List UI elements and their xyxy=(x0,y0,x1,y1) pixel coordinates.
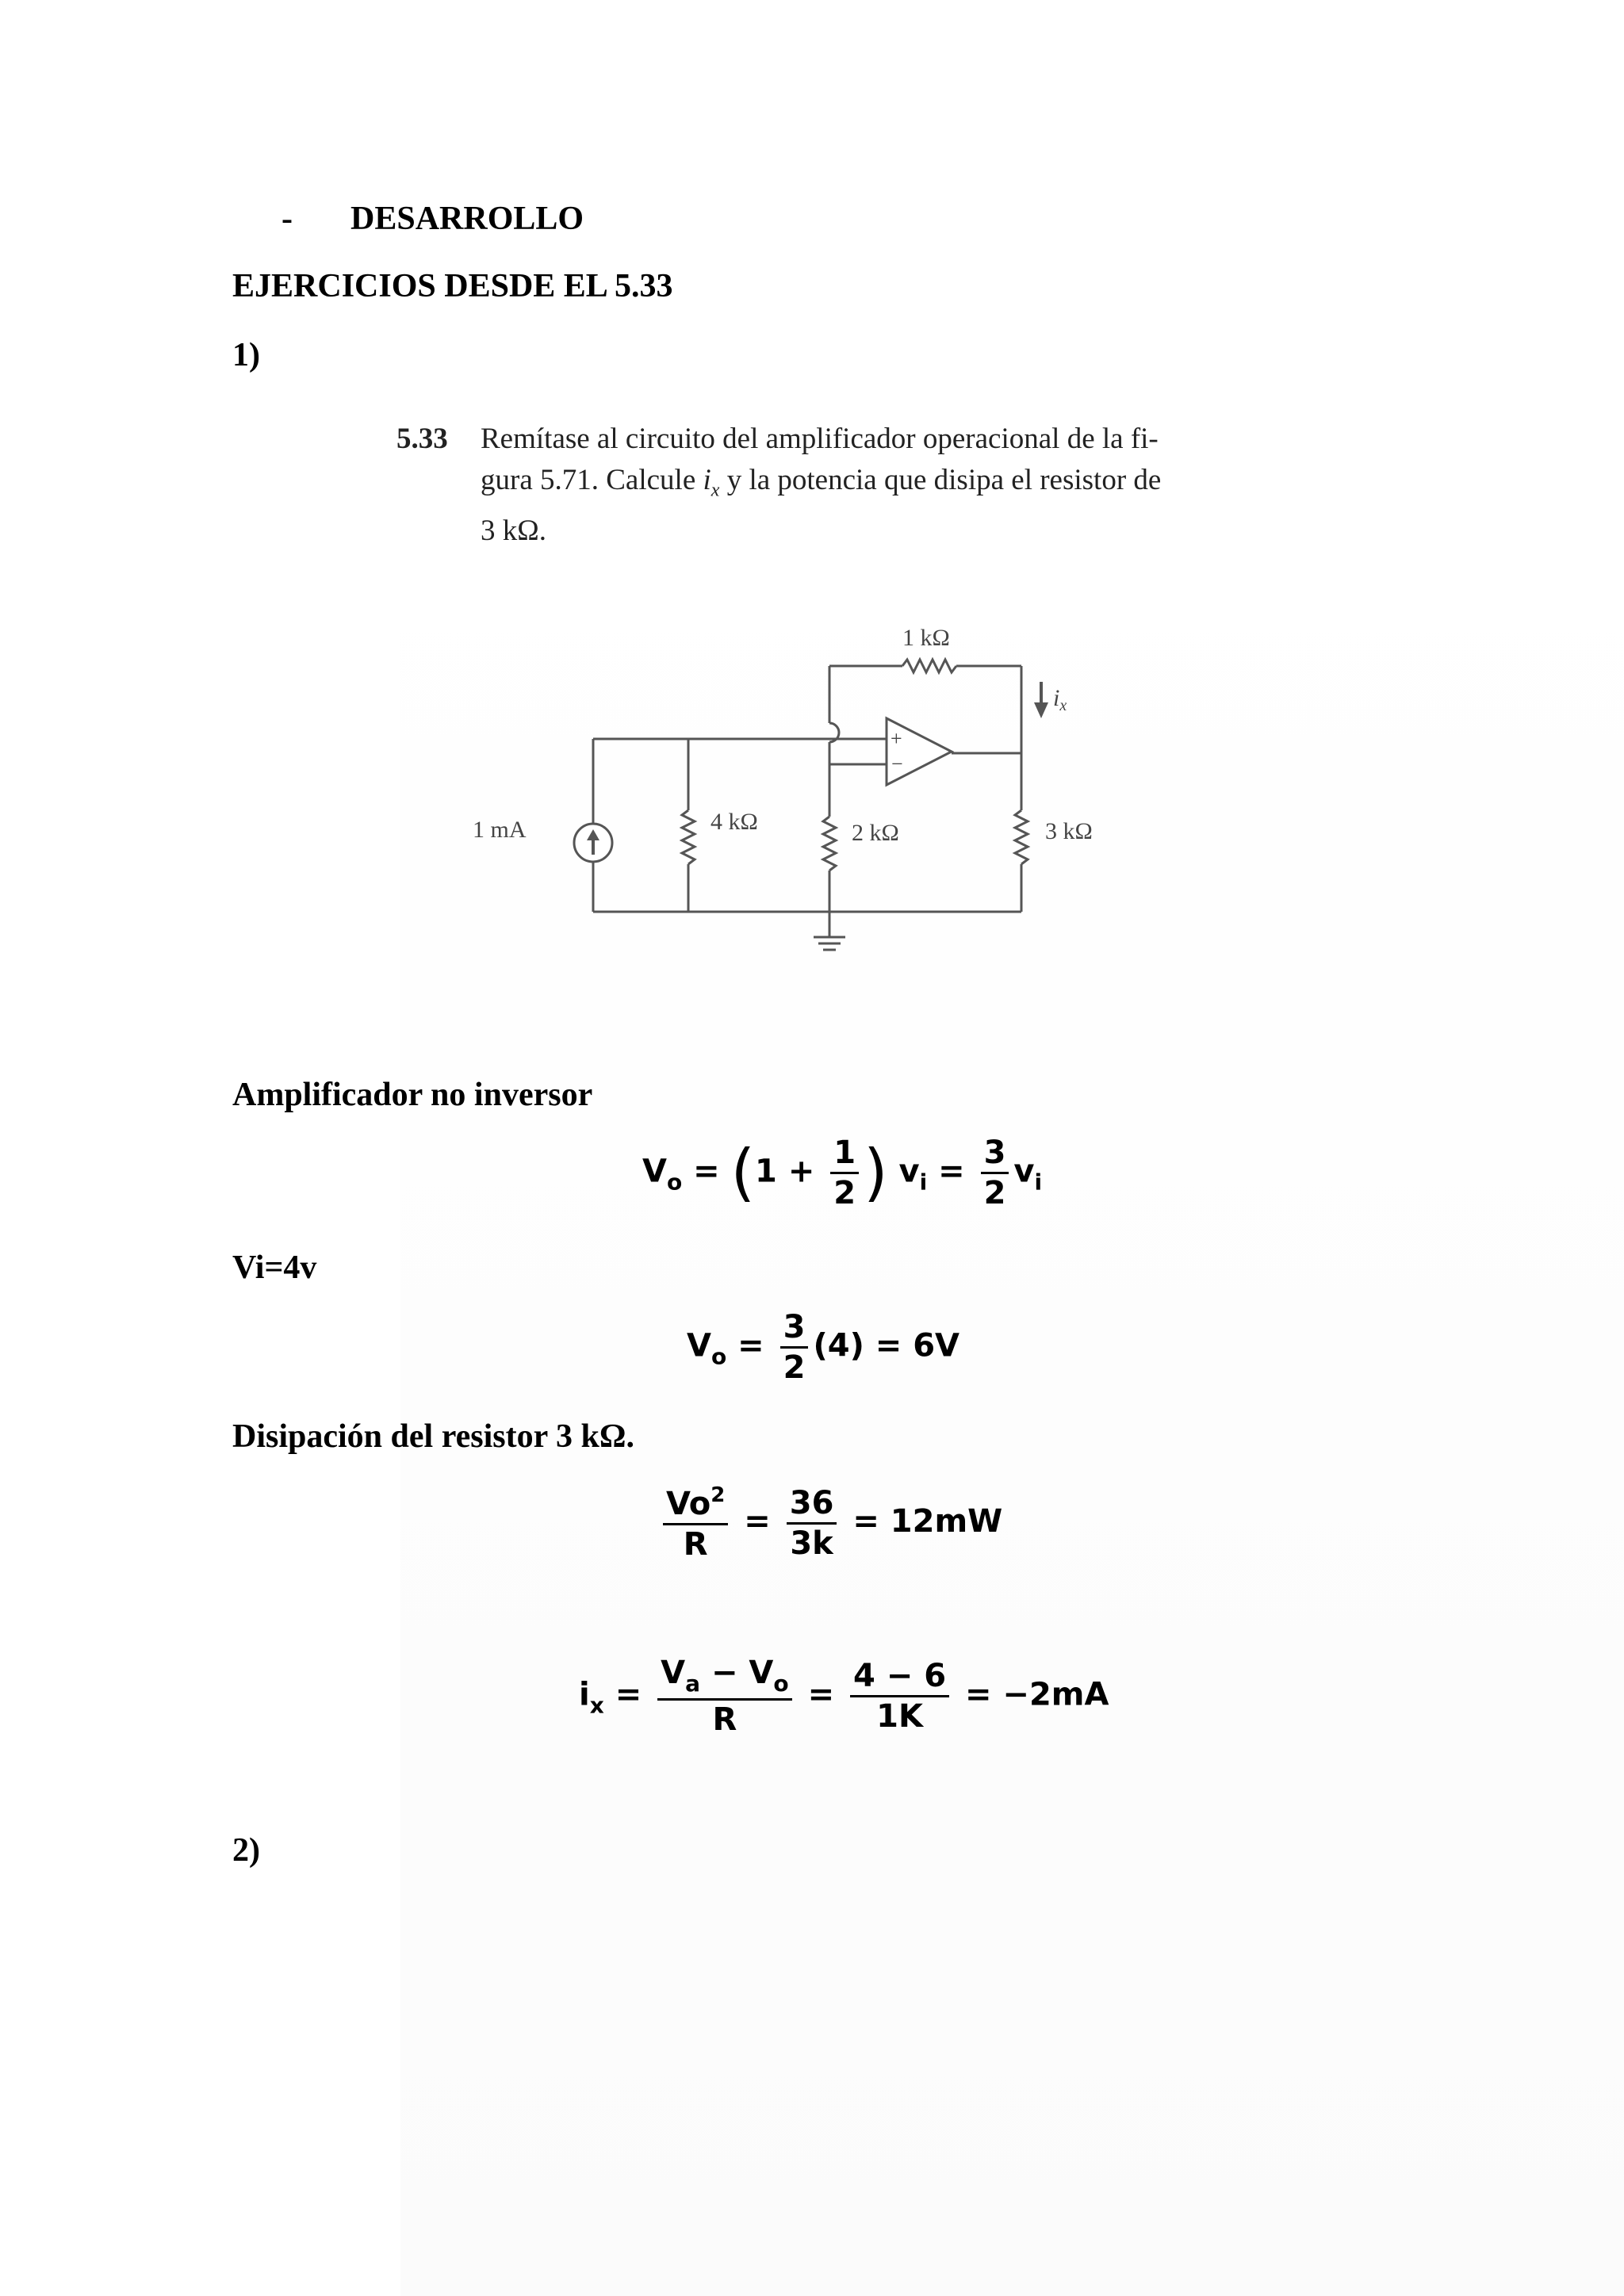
r3k-zigzag xyxy=(1015,810,1028,864)
problem-number: 5.33 xyxy=(396,423,448,455)
eq4-Vo-sub: o xyxy=(773,1670,789,1697)
label-ix xyxy=(1053,685,1067,714)
problem-var-i: i xyxy=(703,464,711,496)
problem-line-1: Remítase al circuito del amplificador operacional de la fi- xyxy=(481,423,1159,455)
eq1-v2sub: i xyxy=(1034,1169,1043,1196)
label-r4k: 4 kΩ xyxy=(710,809,758,835)
eq4-minus-Vo: − V xyxy=(700,1655,774,1691)
eq2-rest: (4) = 6V xyxy=(813,1327,960,1364)
equation-gain xyxy=(642,1135,1042,1211)
eq3-den: R xyxy=(683,1526,708,1563)
equation-ix xyxy=(579,1655,1109,1737)
opamp-minus: − xyxy=(891,752,903,775)
eq4-i: i xyxy=(579,1676,590,1713)
eq3-sup: 2 xyxy=(710,1483,726,1507)
eq4-rest: = −2mA xyxy=(964,1676,1109,1713)
r4k-zigzag xyxy=(682,810,695,864)
eq3-num: Vo xyxy=(666,1486,711,1522)
section-title: DESARROLLO xyxy=(350,201,584,237)
eq2-V: V xyxy=(687,1327,711,1364)
problem-line-2-a: gura 5.71. Calcule xyxy=(481,464,703,496)
eq4-isub: x xyxy=(589,1692,604,1719)
eq1-lparen: ( xyxy=(730,1137,756,1209)
eq1-frac xyxy=(830,1135,859,1211)
eq1-v2: v xyxy=(1013,1153,1035,1190)
eq1-equals-2: = xyxy=(938,1153,965,1190)
circuit-diagram xyxy=(444,603,1158,983)
exercises-subtitle: EJERCICIOS DESDE EL 5.33 xyxy=(232,268,673,304)
eq1-frac-num: 1 xyxy=(830,1135,859,1174)
problem-text xyxy=(481,419,1242,552)
current-source-arrow-shaft xyxy=(592,839,595,855)
r1k-zigzag xyxy=(902,660,956,672)
ix-arrow-shaft xyxy=(1040,682,1043,706)
vi-value: Vi=4v xyxy=(232,1249,317,1286)
label-ix-sub: x xyxy=(1059,697,1067,714)
eq4-equals-2: = xyxy=(807,1676,835,1713)
label-source: 1 mA xyxy=(473,817,527,843)
eq3-rest: = 12mW xyxy=(852,1503,1003,1540)
eq1-frac-den: 2 xyxy=(833,1175,856,1211)
eq1-one: 1 xyxy=(755,1153,777,1190)
eq4-Va-sub: a xyxy=(685,1670,701,1697)
eq4-equals: = xyxy=(615,1676,642,1713)
eq1-Vsub: o xyxy=(666,1169,683,1196)
label-r1k: 1 kΩ xyxy=(902,625,950,651)
eq1-equals: = xyxy=(693,1153,720,1190)
eq3-frac-num xyxy=(663,1484,728,1525)
section-heading xyxy=(282,200,584,238)
eq1-v: v xyxy=(898,1153,920,1190)
r2k-zigzag xyxy=(823,817,836,871)
eq1-frac2-num: 3 xyxy=(981,1135,1009,1174)
label-r3k: 3 kΩ xyxy=(1045,818,1093,844)
problem-line-2-b: y la potencia que disipa el resistor de xyxy=(719,464,1162,496)
label-r2k: 2 kΩ xyxy=(852,820,899,846)
eq1-vsub: i xyxy=(919,1169,928,1196)
eq3-equals: = xyxy=(744,1503,771,1540)
item-1-label: 1) xyxy=(232,337,260,373)
eq1-plus: + xyxy=(787,1153,815,1190)
problem-statement xyxy=(396,419,1245,548)
eq1-frac-2 xyxy=(981,1135,1009,1211)
heading-noninverting: Amplificador no inversor xyxy=(232,1077,593,1113)
eq2-equals: = xyxy=(737,1327,764,1364)
eq3-frac2-num: 36 xyxy=(787,1486,837,1525)
equation-vo xyxy=(687,1310,959,1385)
equation-power xyxy=(658,1484,1002,1562)
eq1-frac2-den: 2 xyxy=(983,1175,1006,1211)
item-2-label: 2) xyxy=(232,1832,260,1869)
eq3-frac xyxy=(663,1484,728,1562)
eq4-den: R xyxy=(712,1701,737,1738)
eq3-frac-2 xyxy=(787,1486,837,1561)
problem-line-3: 3 kΩ. xyxy=(481,515,546,548)
problem-line-2 xyxy=(481,460,1242,511)
eq4-frac2-den: 1K xyxy=(876,1697,923,1735)
eq2-frac-den: 2 xyxy=(783,1349,806,1386)
eq2-Vsub: o xyxy=(710,1343,727,1370)
heading-dissipation: Disipación del resistor 3 kΩ. xyxy=(232,1418,634,1455)
eq2-frac xyxy=(780,1310,809,1385)
eq4-frac-2 xyxy=(850,1659,949,1734)
eq1-rparen: ) xyxy=(864,1137,888,1209)
eq3-frac2-den: 3k xyxy=(790,1525,833,1562)
eq2-frac-num: 3 xyxy=(780,1310,809,1349)
label-ix-var: i xyxy=(1053,685,1060,711)
opamp-plus: + xyxy=(891,727,902,750)
eq4-frac xyxy=(657,1655,791,1737)
eq4-frac2-num: 4 − 6 xyxy=(850,1659,949,1697)
eq1-V: V xyxy=(642,1153,667,1190)
ix-arrow-icon xyxy=(1034,702,1048,718)
problem-var-sub: x xyxy=(710,480,720,501)
eq4-Va: V xyxy=(661,1655,686,1691)
section-dash: - xyxy=(282,201,293,237)
eq4-frac-num xyxy=(657,1655,791,1701)
